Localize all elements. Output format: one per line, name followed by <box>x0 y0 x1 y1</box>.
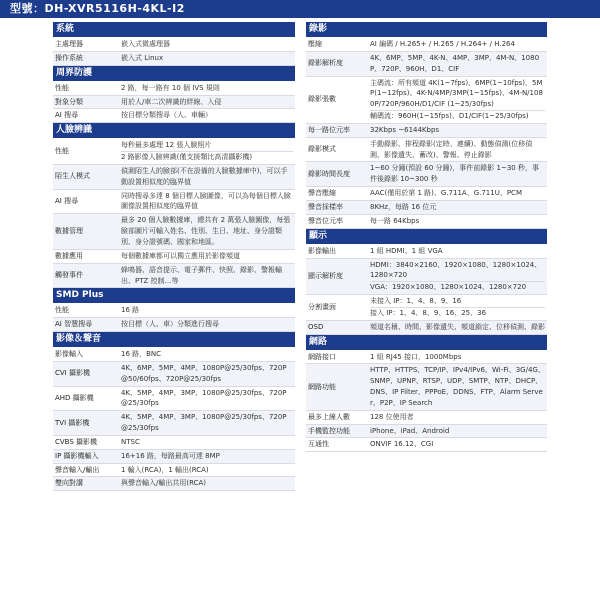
spec-value-line: 手動錄影、排程錄影(定時、連續)、動態偵測(位移偵測、影像遺失、蓄改)、警報、停止錄影 <box>370 139 533 159</box>
spec-value <box>119 51 295 65</box>
spec-row <box>53 38 295 51</box>
spec-value-line: 主碼流：所有頻道 4K(1~7fps)、6MP(1~10fps)、5MP(1~12fps)、4K-N/4MP/3MP(1~15fps)、4M-N/1080P/720P/960H/D1/CIF (1~25/30fps) <box>370 78 543 109</box>
spec-value <box>368 438 547 452</box>
spec-key: AI 搜尋 <box>53 189 119 214</box>
spec-row <box>306 245 547 258</box>
spec-table <box>53 348 295 491</box>
spec-key: 對象分類 <box>53 95 119 109</box>
spec-row <box>306 200 547 214</box>
spec-value <box>119 109 295 123</box>
spec-value <box>119 249 295 263</box>
spec-value-line: 用於人/車二次辨識的絆線、入侵 <box>121 97 222 106</box>
spec-row <box>306 123 547 137</box>
spec-row <box>53 449 295 463</box>
spec-value-line: 按目標分類搜尋（人、車輛） <box>121 111 212 120</box>
spec-value <box>119 449 295 463</box>
spec-value <box>119 361 295 386</box>
spec-value <box>119 95 295 109</box>
spec-row <box>53 304 295 317</box>
spec-value <box>368 424 547 438</box>
spec-row <box>306 137 547 162</box>
section-heading: 系統 <box>53 22 295 37</box>
spec-key: 性能 <box>53 82 119 95</box>
spec-key: 手機監控功能 <box>306 424 368 438</box>
spec-row <box>53 249 295 263</box>
spec-key: 聲音採樣率 <box>306 200 368 214</box>
spec-key: 性能 <box>53 304 119 317</box>
spec-value <box>368 51 547 76</box>
spec-row <box>53 164 295 189</box>
spec-row <box>306 295 547 321</box>
spec-value <box>368 137 547 162</box>
spec-key: 陌生人模式 <box>53 164 119 189</box>
spec-row <box>53 361 295 386</box>
spec-value-line: iPhone、iPad、Android <box>370 426 450 435</box>
model-title: 型號：DH-XVR5116H-4KL-I2 <box>0 0 600 18</box>
section-heading: 錄影 <box>306 22 547 37</box>
spec-value-line: 輔碼流：960H(1~15fps)、D1/CIF(1~25/30fps) <box>370 110 545 122</box>
spec-key: CVI 攝影機 <box>53 361 119 386</box>
spec-value-line: 16+16 路，每路最高可達 8MP <box>121 451 220 460</box>
spec-table <box>53 82 295 124</box>
spec-value <box>119 189 295 214</box>
spec-key: 網路功能 <box>306 364 368 410</box>
spec-value-line: AI 編碼 / H.265+ / H.265 / H.264+ / H.264 <box>370 40 515 48</box>
spec-key: 聲音壓縮 <box>306 187 368 201</box>
spec-value-line: 2 路影像人臉辨識(僅支援類比高清攝影機) <box>121 151 293 163</box>
spec-key: 主處理器 <box>53 38 119 51</box>
spec-value-line: 4K、6MP、5MP、4MP、1080P@25/30fps、720P@50/60fps、720P@25/30fps <box>121 363 287 383</box>
spec-table <box>53 304 295 332</box>
spec-value <box>368 214 547 228</box>
spec-key: 每一路位元率 <box>306 123 368 137</box>
spec-row <box>53 463 295 477</box>
spec-row <box>53 95 295 109</box>
spec-value-line: NTSC <box>121 437 140 446</box>
spec-row <box>53 51 295 65</box>
spec-key: 數據管理 <box>53 214 119 250</box>
spec-key: 聲音位元率 <box>306 214 368 228</box>
spec-row <box>306 320 547 334</box>
spec-row <box>306 424 547 438</box>
spec-key: 影像輸入 <box>53 348 119 361</box>
spec-key: 最多上線人數 <box>306 410 368 424</box>
spec-row <box>306 351 547 364</box>
spec-row <box>53 435 295 449</box>
spec-row <box>53 82 295 95</box>
spec-key: CVBS 攝影機 <box>53 435 119 449</box>
spec-key: 錄影模式 <box>306 137 368 162</box>
spec-key: 數據應用 <box>53 249 119 263</box>
spec-value <box>119 38 295 51</box>
spec-value-line: 每秒最多處理 12 張人臉照片 <box>121 141 212 150</box>
spec-value-line: 每一路 64Kbps <box>370 216 420 225</box>
spec-value-line: 嵌入式微處理器 <box>121 40 170 48</box>
spec-row <box>306 214 547 228</box>
spec-value <box>368 76 547 123</box>
spec-row <box>306 187 547 201</box>
spec-key: 分割畫面 <box>306 295 368 321</box>
spec-value <box>368 410 547 424</box>
section-heading: 人臉辨識 <box>53 123 295 138</box>
spec-value <box>119 386 295 411</box>
spec-value <box>119 463 295 477</box>
section-heading: 網路 <box>306 335 547 350</box>
spec-value-line: 2 路，每一路有 10 個 IVS 規則 <box>121 83 220 92</box>
spec-value-line: 接入 IP：1、4、8、9、16、25、36 <box>370 307 545 319</box>
left-column <box>53 22 295 491</box>
spec-row <box>53 214 295 250</box>
spec-row <box>306 364 547 410</box>
spec-key: 性能 <box>53 139 119 164</box>
spec-value-line: 16 路 <box>121 306 140 315</box>
spec-value <box>119 82 295 95</box>
spec-key: IP 攝影機輸入 <box>53 449 119 463</box>
spec-value <box>119 214 295 250</box>
spec-key: 壓縮 <box>306 38 368 51</box>
spec-table <box>306 351 547 453</box>
spec-value-line: 每個數據庫都可以獨立應用於影像頻道 <box>121 251 240 260</box>
spec-value <box>368 320 547 334</box>
spec-value-line: 嵌入式 Linux <box>121 53 164 62</box>
spec-row <box>53 348 295 361</box>
spec-key: 影像輸出 <box>306 245 368 258</box>
spec-value-line: 1 組 HDMI、1 組 VGA <box>370 246 443 255</box>
spec-value-line: 未接入 IP：1、4、8、9、16 <box>370 297 462 306</box>
section-heading: SMD Plus <box>53 288 295 303</box>
spec-value <box>119 411 295 436</box>
spec-value <box>368 351 547 364</box>
spec-value-line: 32Kbps ~6144Kbps <box>370 125 440 134</box>
spec-value <box>368 38 547 51</box>
spec-row <box>53 386 295 411</box>
spec-value-line: 1~60 分鐘(預設 60 分鐘)，事件前錄影 1~30 秒，事件後錄影 10~300 秒 <box>370 164 539 184</box>
spec-value-line: 蜂鳴器、語音提示、電子郵件、快照、錄影、警報輸出、PTZ 控制…等 <box>121 265 282 285</box>
spec-value-line: 按目標（人、車）分類進行搜尋 <box>121 320 219 329</box>
spec-row <box>53 411 295 436</box>
spec-value <box>119 348 295 361</box>
spec-value <box>119 139 295 164</box>
spec-value-line: ONVIF 16.12、CGI <box>370 440 434 449</box>
spec-row <box>306 258 547 295</box>
spec-value <box>119 477 295 491</box>
spec-value <box>368 187 547 201</box>
spec-row <box>53 477 295 491</box>
spec-value-line: 8KHz，每路 16 位元 <box>370 202 437 211</box>
spec-key: AHD 攝影機 <box>53 386 119 411</box>
spec-key: OSD <box>306 320 368 334</box>
spec-row <box>306 410 547 424</box>
spec-key: 互通性 <box>306 438 368 452</box>
spec-table <box>306 38 547 229</box>
section-heading: 影像＆聲音 <box>53 332 295 347</box>
spec-value-line: VGA：1920×1080、1280×1024、1280×720 <box>370 281 545 293</box>
spec-value-line: 最多 20 個人臉數據庫，總共有 2 萬張人臉圖像，每張臉部圖片可輸入姓名、性別、生日、地址、身分證類別、身分證號碼、國家和地區。 <box>121 216 291 246</box>
spec-value <box>119 304 295 317</box>
spec-value-line: AAC(僅用於第 1 路)、G.711A、G.711U、PCM <box>370 189 522 198</box>
spec-row <box>53 318 295 332</box>
spec-value <box>368 295 547 321</box>
spec-key: 觸發事件 <box>53 263 119 288</box>
spec-value <box>119 435 295 449</box>
spec-value-line: 4K、6MP、5MP、4K-N、4MP、3MP、4M-N、1080P、720P、960H、D1、CIF <box>370 53 540 73</box>
spec-value-line: 同時搜尋多達 8 個目標人臉圖像，可以為每個目標人臉圖像設置相似度的臨界值 <box>121 191 291 211</box>
spec-value <box>368 200 547 214</box>
spec-value-line: 128 位使用者 <box>370 412 414 421</box>
spec-key: TVI 攝影機 <box>53 411 119 436</box>
spec-key: 錄影解析度 <box>306 51 368 76</box>
spec-value <box>368 162 547 187</box>
spec-table <box>53 38 295 66</box>
spec-value-line: 16 路，BNC <box>121 350 162 359</box>
spec-value-line: 4K、5MP、4MP、3MP、1080P@25/30fps、720P@25/30fps <box>121 413 287 433</box>
spec-value <box>119 318 295 332</box>
spec-table <box>53 139 295 288</box>
spec-key: 聲音輸入/輸出 <box>53 463 119 477</box>
right-column <box>306 22 547 452</box>
spec-value-line: 偵測陌生人的臉部(不在設備的人臉數據庫中)，可以手動設置相似度的臨界值 <box>121 166 288 186</box>
spec-key: 顯示解析度 <box>306 258 368 295</box>
spec-row <box>306 76 547 123</box>
spec-table <box>306 245 547 335</box>
spec-value-line: HDMI：3840×2160、1920×1080、1280×1024、1280×720 <box>370 260 542 280</box>
spec-key: 錄影張數 <box>306 76 368 123</box>
spec-key: AI 搜尋 <box>53 109 119 123</box>
spec-value-line: HTTP、HTTPS、TCP/IP、IPv4/IPv6、Wi-Fi、3G/4G、SNMP、UPNP、RTSP、UDP、SMTP、NTP、DHCP、DNS、IP Filter、PPPoE、DDNS、FTP、Alarm Server、P2P、IP Search <box>370 366 545 407</box>
spec-value-line: 1 組 RJ45 接口，1000Mbps <box>370 352 462 361</box>
section-heading: 顯示 <box>306 229 547 244</box>
spec-value <box>368 123 547 137</box>
spec-row <box>306 438 547 452</box>
spec-key: 雙向對講 <box>53 477 119 491</box>
spec-key: 操作系統 <box>53 51 119 65</box>
spec-value <box>368 364 547 410</box>
spec-key: 網路接口 <box>306 351 368 364</box>
spec-value <box>119 263 295 288</box>
spec-value-line: 4K、5MP、4MP、3MP、1080P@25/30fps、720P@25/30fps <box>121 388 287 408</box>
spec-value-line: 與聲音輸入/輸出共用(RCA) <box>121 479 207 488</box>
spec-value <box>368 258 547 295</box>
spec-value <box>119 164 295 189</box>
spec-value-line: 頻道名稱、時間、影像遺失、頻道鎖定、位移偵測、錄影 <box>370 322 545 331</box>
spec-row <box>306 38 547 51</box>
section-heading: 周界防護 <box>53 66 295 81</box>
spec-row <box>53 139 295 164</box>
spec-row <box>53 189 295 214</box>
spec-row <box>306 162 547 187</box>
spec-key: 錄影時間長度 <box>306 162 368 187</box>
spec-row <box>53 109 295 123</box>
spec-key: AI 智慧搜尋 <box>53 318 119 332</box>
spec-value <box>368 245 547 258</box>
spec-value-line: 1 輸入(RCA)，1 輸出(RCA) <box>121 465 209 474</box>
spec-row <box>53 263 295 288</box>
spec-row <box>306 51 547 76</box>
